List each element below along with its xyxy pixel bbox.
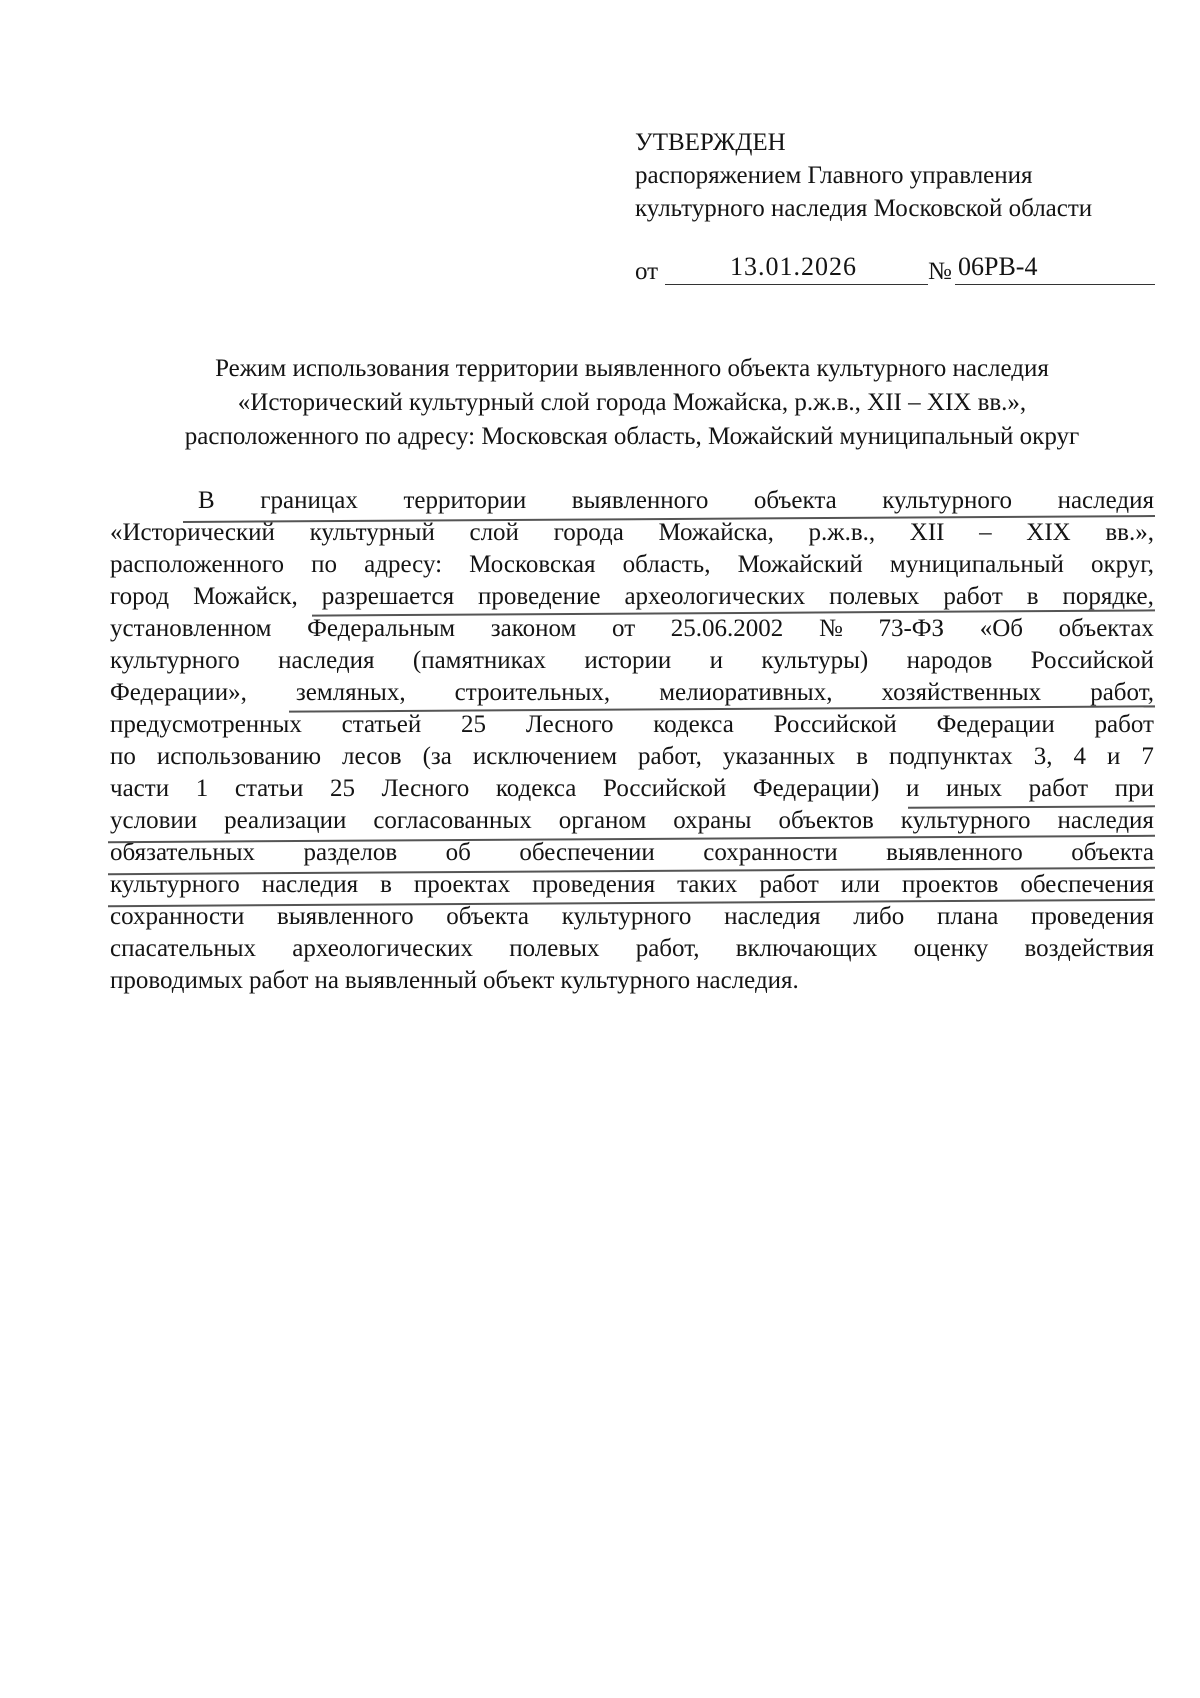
body-word: в: [1026, 583, 1039, 610]
body-word: проведения: [1031, 903, 1154, 930]
body-word: XIX: [1026, 519, 1071, 546]
body-word: культурный: [309, 519, 435, 546]
body-word: Федеральным: [307, 615, 456, 642]
body-word: Можайск,: [193, 583, 298, 610]
body-word: Российской: [773, 711, 897, 738]
body-line: [110, 741, 1154, 773]
number-underline: [955, 284, 1155, 285]
body-line: [110, 581, 1154, 613]
body-word: р.ж.в.,: [808, 519, 876, 546]
body-line: [110, 677, 1154, 709]
body-word: наследия: [724, 903, 821, 930]
body-word: №: [818, 615, 843, 642]
body-word: города: [553, 519, 624, 546]
body-word: строительных,: [454, 679, 611, 706]
body-word: объектов: [778, 807, 874, 834]
body-word: культурного: [882, 487, 1012, 514]
body-word: «Исторический: [110, 519, 275, 546]
body-word: воздействия: [1024, 935, 1154, 962]
order-number-label: №: [928, 258, 952, 285]
title-line-1: Режим использования территории выявленного объекта культурного наследия: [215, 355, 1049, 382]
body-word: (памятниках: [412, 647, 547, 674]
title-line-2: «Исторический культурный слой города Можайска, р.ж.в., XII – XIX вв.»,: [237, 389, 1027, 416]
body-word: об: [445, 839, 471, 866]
body-word: в: [380, 871, 392, 898]
body-word: на: [314, 967, 339, 994]
body-word: археологических: [292, 935, 473, 962]
body-word: либо: [853, 903, 905, 930]
order-reference: [635, 248, 1155, 288]
body-word: выявленного: [277, 903, 414, 930]
body-word: части: [110, 775, 170, 802]
body-word: статьи: [234, 775, 304, 802]
body-word: Можайска,: [658, 519, 774, 546]
body-line: [110, 549, 1154, 581]
body-word: указанных: [722, 743, 836, 770]
body-word: мелиоративных,: [659, 679, 833, 706]
body-word: Московская: [469, 551, 596, 578]
body-word: слой: [469, 519, 519, 546]
body-word: объекта: [446, 903, 530, 930]
body-word: выявленного: [571, 487, 709, 514]
body-word: спасательных: [110, 935, 256, 962]
title-line-3: расположенного по адресу: Московская область, Можайский муниципальный округ: [184, 423, 1080, 450]
body-word: наследия: [278, 647, 375, 674]
body-word: выявленного: [886, 839, 1023, 866]
approval-stamp: [635, 126, 1092, 225]
body-word: В: [198, 487, 215, 514]
body-word: кодекса: [495, 775, 577, 802]
order-number: 06РВ-4: [958, 252, 1038, 281]
body-word: наследия: [1057, 807, 1154, 834]
body-word: проводимых: [110, 967, 244, 994]
body-word: таких: [677, 871, 738, 898]
body-word: законом: [490, 615, 577, 642]
body-word: работ,: [1090, 679, 1154, 706]
body-line: [110, 485, 1154, 517]
body-word: XII: [909, 519, 945, 546]
body-word: в: [856, 743, 868, 770]
body-word: обеспечения: [1020, 871, 1154, 898]
body-word: работ: [943, 583, 1003, 610]
body-word: по: [110, 743, 136, 770]
body-word: кодекса: [653, 711, 734, 738]
body-word: работ,: [635, 935, 700, 962]
body-word: Федерации»,: [110, 679, 247, 706]
body-word: Российской: [603, 775, 727, 802]
body-word: плана: [936, 903, 999, 930]
body-word: земляных,: [295, 679, 406, 706]
body-word: статьей: [341, 711, 422, 738]
body-word: муниципальный: [889, 551, 1064, 578]
body-word: и: [709, 647, 723, 674]
body-word: вв.»,: [1105, 519, 1154, 546]
body-word: сохранности: [110, 903, 245, 930]
body-word: культуры): [761, 647, 869, 674]
body-line: [110, 709, 1154, 741]
body-word: включающих: [735, 935, 878, 962]
body-word: культурного: [560, 967, 691, 994]
body-word: полевых: [829, 583, 920, 610]
body-word: условии: [110, 807, 198, 834]
body-word: культурного: [900, 807, 1031, 834]
body-word: объектах: [1058, 615, 1154, 642]
body-word: культурного: [561, 903, 692, 930]
body-word: работ: [759, 871, 819, 898]
body-word: иных: [945, 775, 1003, 802]
body-word: выявленный: [344, 967, 478, 994]
order-from-label: от: [635, 258, 659, 285]
body-word: археологических: [624, 583, 806, 610]
body-word: город: [110, 583, 170, 610]
body-word: установленном: [110, 615, 272, 642]
body-word: проектах: [413, 871, 511, 898]
body-word: истории: [584, 647, 672, 674]
approval-line-1: распоряжением Главного управления: [635, 162, 1033, 189]
body-word: Федерации: [936, 711, 1055, 738]
body-word: 7: [1141, 743, 1154, 770]
order-date: 13.01.2026: [730, 252, 857, 281]
body-word: сохранности: [703, 839, 838, 866]
body-word: объекта: [753, 487, 837, 514]
body-word: 25: [329, 775, 355, 802]
approval-heading: УТВЕРЖДЕН: [635, 129, 786, 156]
body-word: наследия.: [696, 967, 799, 994]
body-word: Лесного: [525, 711, 614, 738]
body-word: объекта: [1071, 839, 1154, 866]
body-word: лесов: [342, 743, 402, 770]
body-word: подпунктах: [888, 743, 1013, 770]
body-word: при: [1114, 775, 1154, 802]
body-word: 73-ФЗ: [878, 615, 945, 642]
body-word: согласованных: [373, 807, 532, 834]
body-line: [110, 933, 1154, 965]
body-word: 4: [1073, 743, 1086, 770]
body-word: обязательных: [110, 839, 255, 866]
body-word: Лесного: [381, 775, 470, 802]
body-word: разрешается: [321, 583, 455, 610]
body-line: [110, 805, 1154, 837]
body-word: округ,: [1090, 551, 1154, 578]
body-word: объект: [483, 967, 555, 994]
body-word: проведение: [478, 583, 601, 610]
body-line: [110, 773, 1154, 805]
body-word: территории: [403, 487, 527, 514]
body-word: Федерации): [752, 775, 880, 802]
body-word: народов: [906, 647, 993, 674]
body-word: обеспечении: [519, 839, 655, 866]
body-line: [110, 613, 1154, 645]
body-word: оценку: [913, 935, 989, 962]
body-word: область,: [622, 551, 711, 578]
body-word: проектов: [901, 871, 999, 898]
body-word: наследия: [261, 871, 359, 898]
body-word: полевых: [509, 935, 600, 962]
body-word: работ,: [638, 743, 702, 770]
body-word: использованию: [156, 743, 322, 770]
body-word: разделов: [303, 839, 398, 866]
body-word: от: [612, 615, 636, 642]
body-word: 1: [195, 775, 209, 802]
body-word: охраны: [673, 807, 752, 834]
body-word: исключением: [472, 743, 618, 770]
body-word: проведения: [532, 871, 656, 898]
body-word: предусмотренных: [110, 711, 302, 738]
body-word: –: [979, 519, 992, 546]
date-underline: [665, 284, 928, 285]
body-word: адресу:: [364, 551, 443, 578]
body-word: порядке,: [1062, 583, 1154, 610]
body-word: культурного: [110, 871, 240, 898]
body-word: наследия: [1057, 487, 1154, 514]
body-word: работ: [1094, 711, 1154, 738]
body-word: 25.06.2002: [670, 615, 784, 642]
body-line: [110, 645, 1154, 677]
body-word: 25: [461, 711, 487, 738]
body-word: или: [840, 871, 880, 898]
body-word: работ: [249, 967, 309, 994]
approval-line-2: культурного наследия Московской области: [635, 195, 1093, 222]
body-word: работ: [1028, 775, 1089, 802]
body-word: и: [905, 775, 920, 802]
body-word: расположенного: [110, 551, 285, 578]
body-line: [110, 965, 1154, 997]
body-word: и: [1106, 743, 1121, 770]
body-word: (за: [422, 743, 452, 770]
body-word: 3,: [1033, 743, 1053, 770]
document-title: [110, 352, 1154, 454]
body-word: Российской: [1030, 647, 1154, 674]
body-word: Можайский: [737, 551, 863, 578]
body-word: «Об: [979, 615, 1024, 642]
body-word: органом: [558, 807, 647, 834]
body-paragraph: [110, 485, 1154, 997]
body-word: культурного: [110, 647, 240, 674]
body-word: хозяйственных: [881, 679, 1042, 706]
body-word: границах: [260, 487, 358, 514]
body-word: по: [311, 551, 338, 578]
body-word: реализации: [224, 807, 347, 834]
